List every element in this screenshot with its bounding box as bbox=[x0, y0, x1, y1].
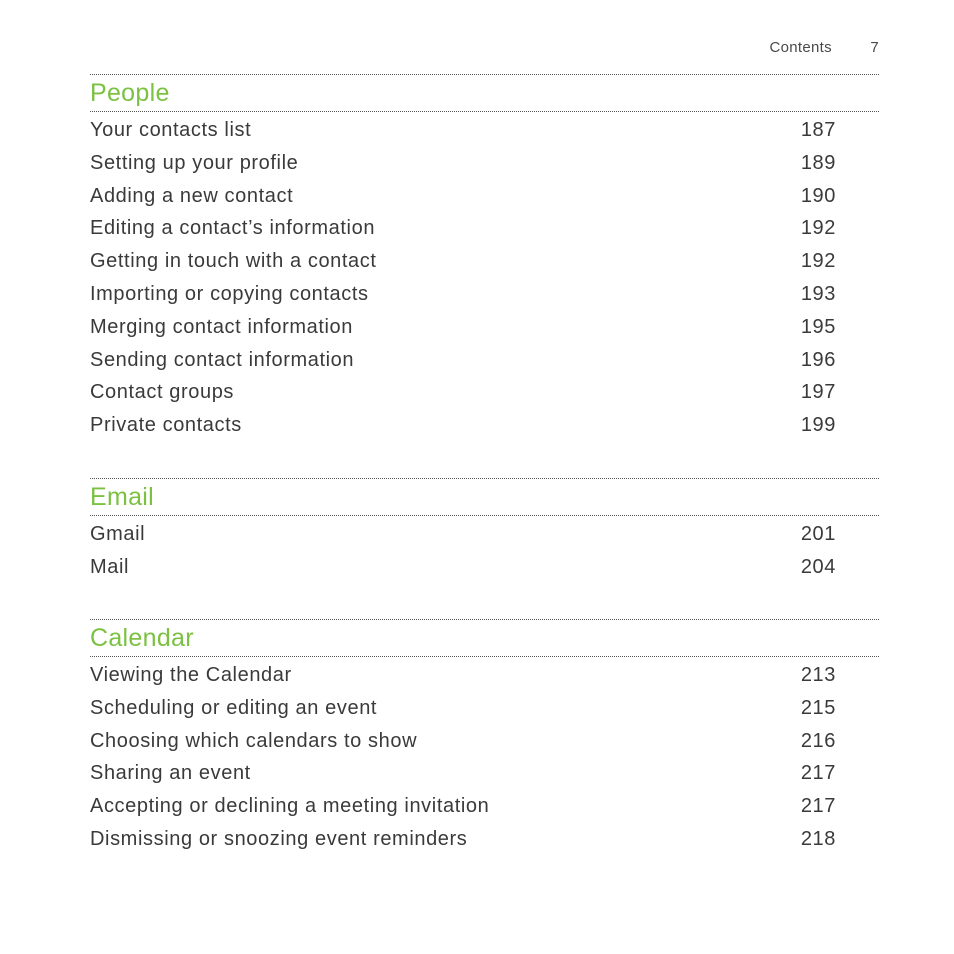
toc-entry[interactable] bbox=[90, 409, 836, 442]
toc-entry-page: 199 bbox=[800, 414, 836, 437]
toc-entry[interactable] bbox=[90, 823, 836, 856]
toc-entry[interactable] bbox=[90, 344, 836, 377]
toc-entry-label: Contact groups bbox=[90, 381, 235, 404]
toc-entry-label: Viewing the Calendar bbox=[90, 664, 292, 686]
toc-entry-page: 201 bbox=[800, 523, 836, 545]
toc-entry-page: 216 bbox=[800, 729, 836, 752]
toc-entry-label: Accepting or declining a meeting invitation bbox=[90, 795, 490, 818]
toc-entry-page: 192 bbox=[800, 217, 836, 240]
toc-entry-label: Adding a new contact bbox=[90, 184, 294, 207]
section-title-email[interactable]: Email bbox=[90, 483, 155, 511]
toc-entry-label: Private contacts bbox=[90, 414, 242, 437]
toc-entry[interactable] bbox=[90, 278, 836, 311]
toc-entry-page: 192 bbox=[800, 250, 836, 273]
toc-entry[interactable] bbox=[90, 212, 836, 245]
toc-entry[interactable] bbox=[90, 245, 836, 278]
toc-entry-label: Gmail bbox=[90, 523, 146, 545]
running-header-label: Contents bbox=[769, 39, 832, 56]
toc-entry-page: 215 bbox=[800, 696, 836, 719]
toc-entry-label: Your contacts list bbox=[90, 119, 252, 141]
running-header-page-number: 7 bbox=[870, 39, 879, 56]
toc-entry[interactable] bbox=[90, 518, 836, 551]
toc-entry[interactable] bbox=[90, 692, 836, 725]
toc-entry-page: 217 bbox=[800, 762, 836, 785]
toc-entry-label: Dismissing or snoozing event reminders bbox=[90, 827, 468, 850]
toc-entry[interactable] bbox=[90, 725, 836, 758]
toc-entry-label: Scheduling or editing an event bbox=[90, 696, 378, 719]
toc-entry[interactable] bbox=[90, 180, 836, 213]
toc-section-people bbox=[90, 74, 879, 442]
toc-entry-label: Setting up your profile bbox=[90, 151, 299, 174]
toc-entry-page: 218 bbox=[800, 827, 836, 850]
toc-entry-label: Choosing which calendars to show bbox=[90, 729, 418, 752]
toc-entries-people bbox=[90, 112, 879, 442]
toc-entry-page: 187 bbox=[800, 119, 836, 141]
toc-entry[interactable] bbox=[90, 311, 836, 344]
toc-entry[interactable] bbox=[90, 147, 836, 180]
toc-entry-page: 195 bbox=[800, 315, 836, 338]
section-title-people[interactable]: People bbox=[90, 79, 170, 107]
toc-entry-page: 193 bbox=[800, 282, 836, 305]
toc-entry[interactable] bbox=[90, 376, 836, 409]
toc-entry-label: Getting in touch with a contact bbox=[90, 250, 377, 273]
toc-entry-page: 204 bbox=[800, 555, 836, 578]
toc-entry-page: 189 bbox=[800, 151, 836, 174]
toc-entry[interactable] bbox=[90, 790, 836, 823]
toc-entry-label: Editing a contact’s information bbox=[90, 217, 376, 240]
toc-entry-label: Sharing an event bbox=[90, 762, 251, 785]
toc-entry[interactable] bbox=[90, 659, 836, 692]
toc-section-email bbox=[90, 478, 879, 584]
toc-entry[interactable] bbox=[90, 551, 836, 584]
toc-entry-page: 213 bbox=[800, 664, 836, 686]
toc-entry-page: 217 bbox=[800, 795, 836, 818]
toc-entry[interactable] bbox=[90, 757, 836, 790]
toc-entry-page: 196 bbox=[800, 348, 836, 371]
toc-entry-label: Sending contact information bbox=[90, 348, 355, 371]
toc-entries-calendar bbox=[90, 657, 879, 856]
toc-entry-page: 190 bbox=[800, 184, 836, 207]
running-header bbox=[769, 39, 879, 56]
toc-entry-label: Importing or copying contacts bbox=[90, 282, 369, 305]
toc-entry[interactable] bbox=[90, 114, 836, 147]
toc-section-calendar bbox=[90, 619, 879, 856]
toc-entry-page: 197 bbox=[800, 381, 836, 404]
toc-entry-label: Merging contact information bbox=[90, 315, 353, 338]
toc-entries-email bbox=[90, 516, 879, 584]
toc-entry-label: Mail bbox=[90, 555, 130, 578]
section-title-calendar[interactable]: Calendar bbox=[90, 624, 194, 652]
